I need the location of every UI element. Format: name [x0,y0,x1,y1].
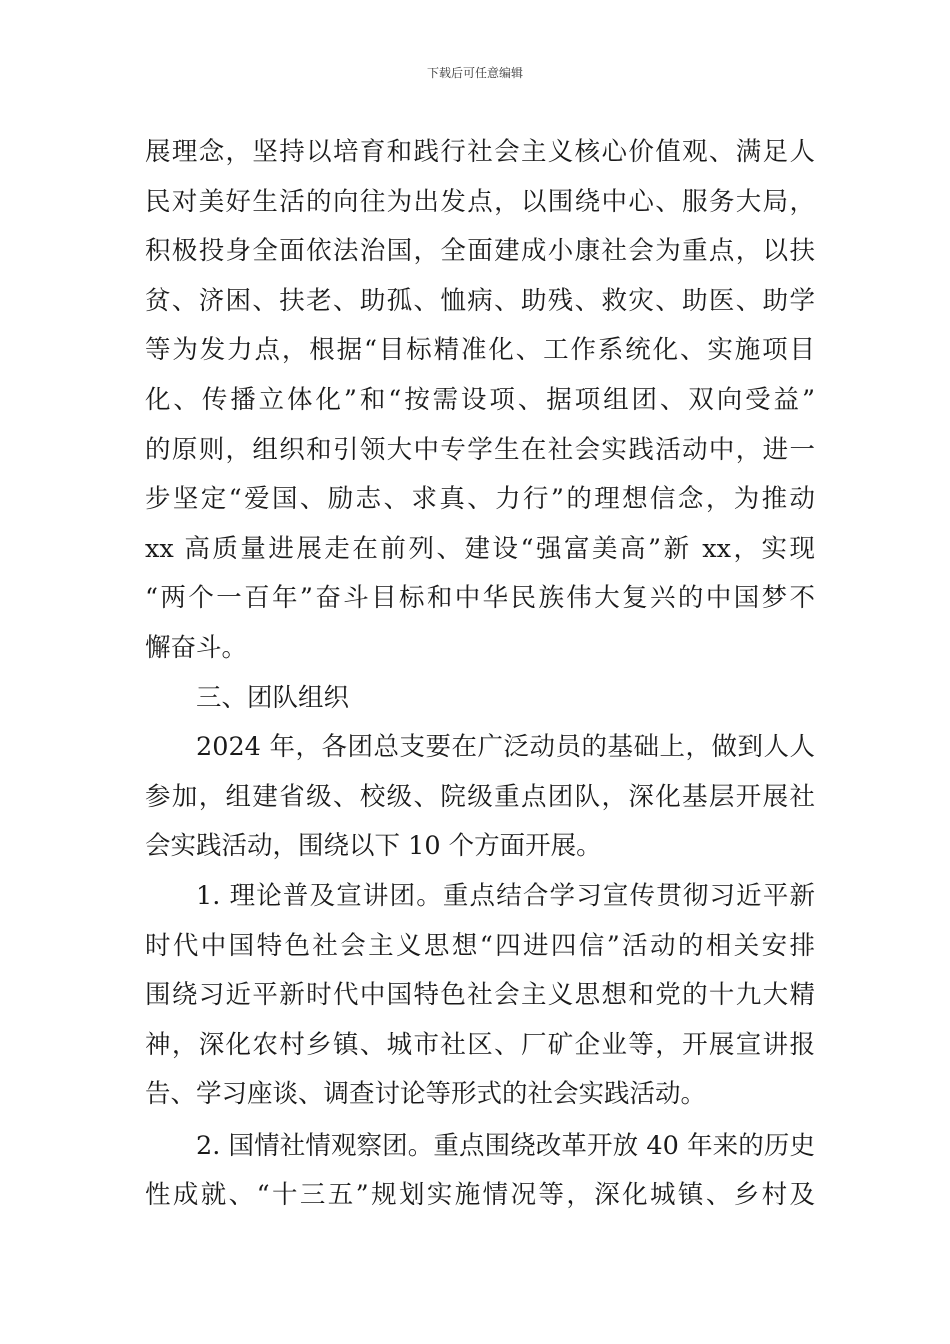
paragraph-first-line: 2024 年，各团总支要在广泛动员的基础上，做到人人 [196,732,815,763]
text-line: 性成就、“十三五”规划实施情况等，深化城镇、乡村及 [145,1180,815,1211]
text-line: 神，深化农村乡镇、城市社区、厂矿企业等，开展宣讲报 [145,1029,815,1060]
list-item-1-first-line: 1. 理论普及宣讲团。重点结合学习宣传贯彻习近平新 [196,880,815,911]
paragraph-last-line: 告、学习座谈、调查讨论等形式的社会实践活动。 [145,1079,707,1110]
paragraph-last-line: 懈奋斗。 [145,632,248,663]
text-line: 围绕习近平新时代中国特色社会主义思想和党的十九大精 [145,980,815,1011]
text-line: “两个一百年”奋斗目标和中华民族伟大复兴的中国梦不 [145,583,815,614]
section-heading: 三、团队组织 [196,682,350,713]
text-line: 展理念，坚持以培育和践行社会主义核心价值观、满足人 [145,137,815,167]
text-line: 时代中国特色社会主义思想“四进四信”活动的相关安排 [145,930,815,961]
text-line: 化、传播立体化”和“按需设项、据项组团、双向受益” [145,384,815,415]
page-header: 下载后可任意编辑 [426,66,523,80]
list-item-2-first-line: 2. 国情社情观察团。重点围绕改革开放 40 年来的历史 [196,1130,815,1161]
text-line: xx 高质量进展走在前列、建设“强富美高”新 xx，实现 [145,533,815,564]
text-line: 步坚定“爱国、励志、求真、力行”的理想信念，为推动 [145,484,815,515]
document-body [145,128,815,1221]
text-line: 积极投身全面依法治国，全面建成小康社会为重点，以扶 [145,236,815,267]
text-line: 等为发力点，根据“目标精准化、工作系统化、实施项目 [145,335,815,366]
paragraph-last-line: 会实践活动，围绕以下 10 个方面开展。 [145,831,602,862]
text-line: 的原则，组织和引领大中专学生在社会实践活动中，进一 [145,434,815,465]
text-line: 参加，组建省级、校级、院级重点团队，深化基层开展社 [145,781,815,812]
text-line: 民对美好生活的向往为出发点，以围绕中心、服务大局， [145,186,815,217]
text-line: 贫、济困、扶老、助孤、恤病、助残、救灾、助医、助学 [145,285,815,316]
